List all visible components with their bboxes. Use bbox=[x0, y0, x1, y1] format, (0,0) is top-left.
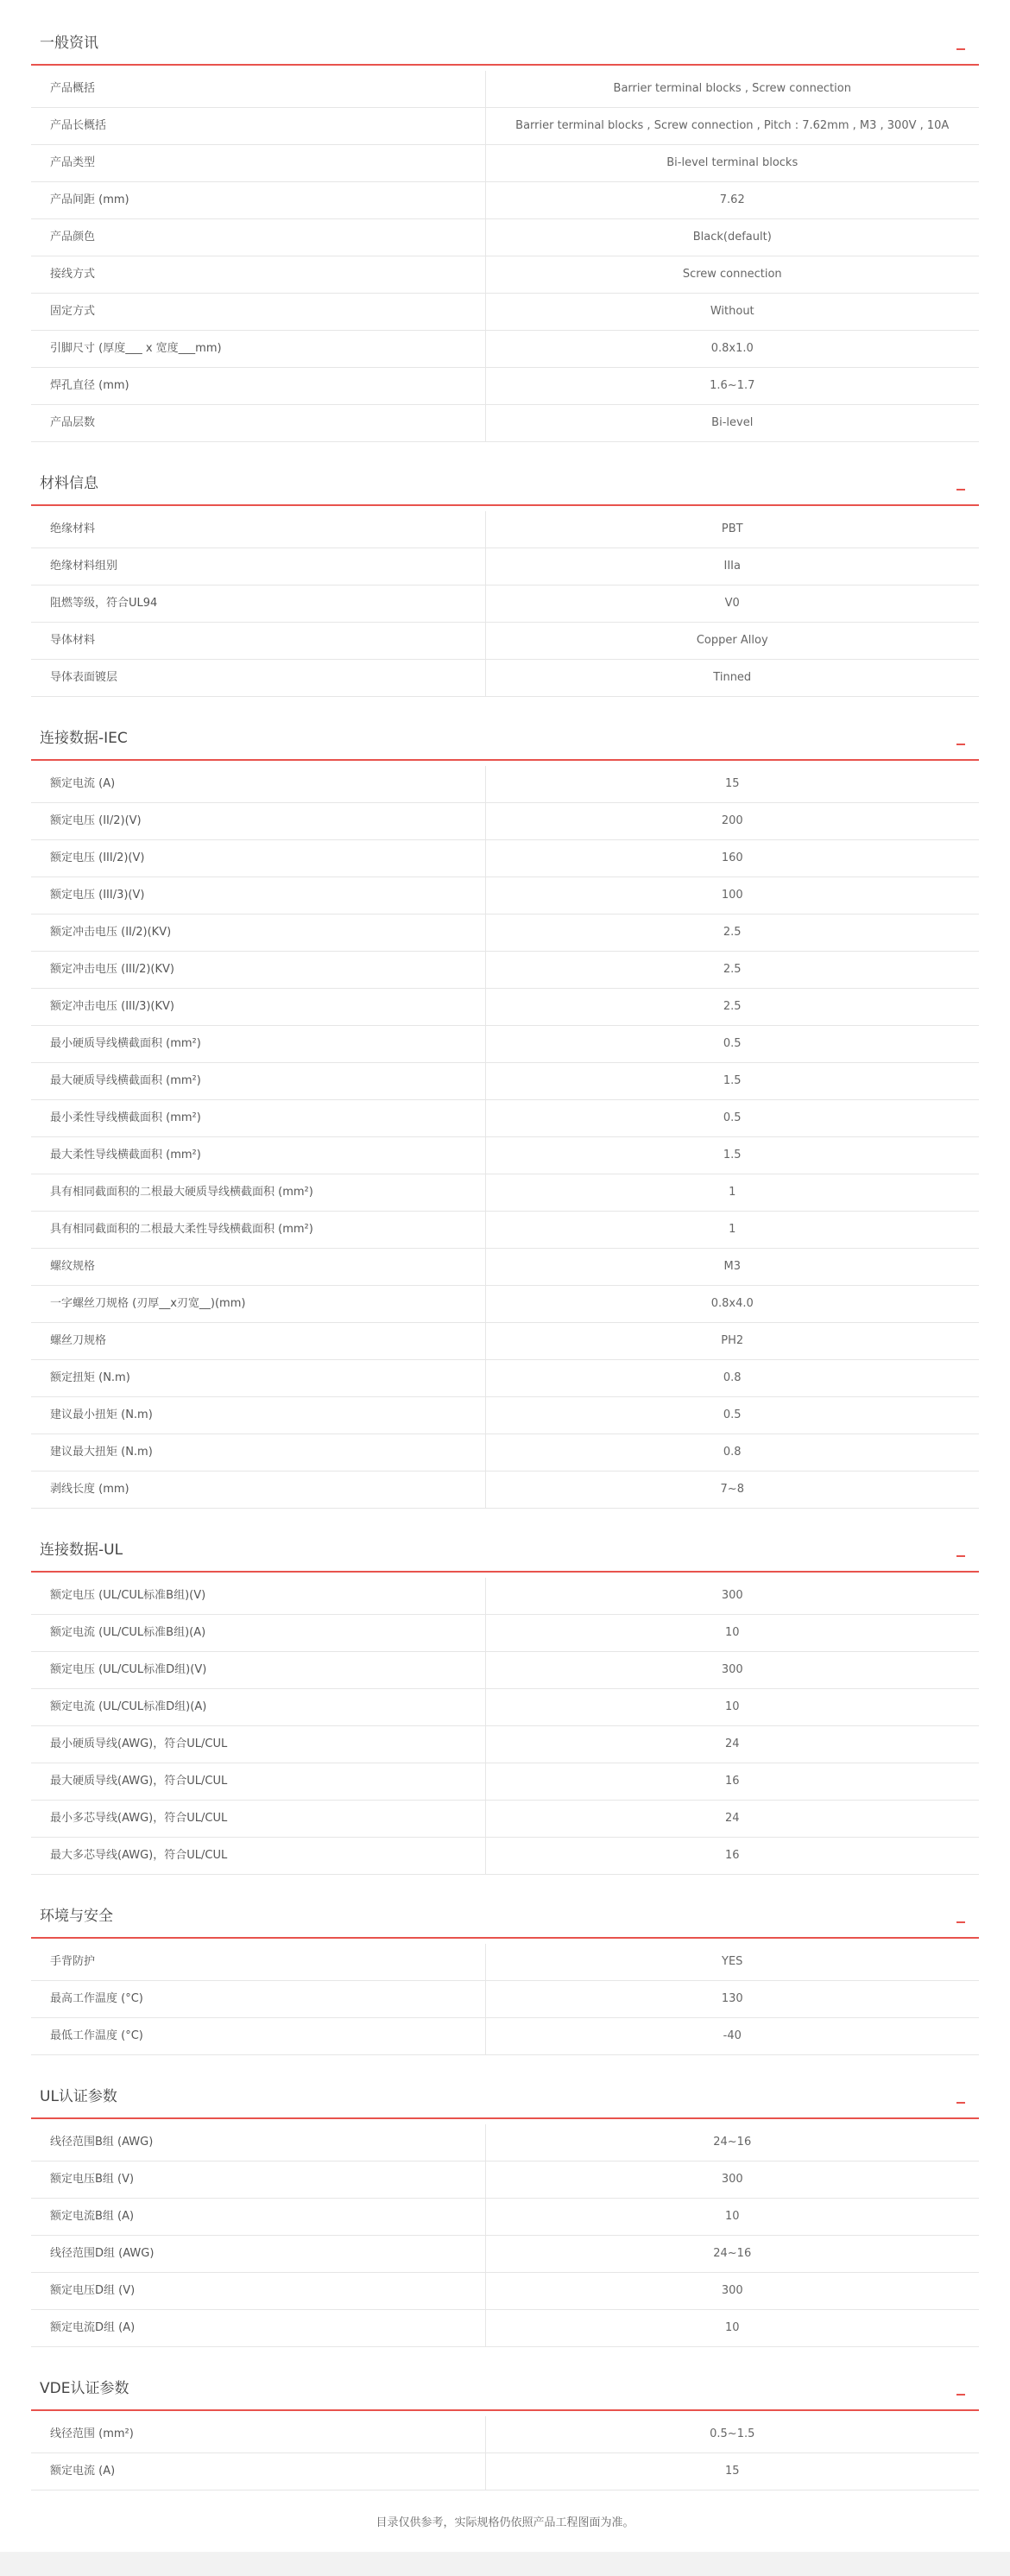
spec-value: PH2 bbox=[485, 1323, 979, 1360]
spec-row bbox=[31, 803, 979, 840]
spec-label: 额定电流 (UL/CUL标准B组)(A) bbox=[31, 1615, 485, 1652]
spec-value: 10 bbox=[485, 2310, 979, 2347]
spec-table bbox=[31, 766, 979, 1509]
spec-value: 24 bbox=[485, 1801, 979, 1838]
spec-value: 7.62 bbox=[485, 182, 979, 219]
section-header[interactable] bbox=[31, 24, 979, 66]
spec-label: 额定电压 (UL/CUL标准D组)(V) bbox=[31, 1652, 485, 1689]
spec-label: 导体表面镀层 bbox=[31, 660, 485, 697]
spec-value: 24~16 bbox=[485, 2124, 979, 2161]
spec-value: 300 bbox=[485, 1652, 979, 1689]
spec-row bbox=[31, 1472, 979, 1509]
spec-value: 200 bbox=[485, 803, 979, 840]
spec-section bbox=[31, 719, 979, 1509]
spec-row bbox=[31, 2453, 979, 2491]
spec-label: 最大多芯导线(AWG)，符合UL/CUL bbox=[31, 1838, 485, 1875]
spec-value: Without bbox=[485, 294, 979, 331]
spec-label: 具有相同截面积的二根最大柔性导线横截面积 (mm²) bbox=[31, 1212, 485, 1249]
spec-label: 导体材料 bbox=[31, 623, 485, 660]
spec-label: 额定电压B组 (V) bbox=[31, 2161, 485, 2199]
spec-label: 线径范围B组 (AWG) bbox=[31, 2124, 485, 2161]
spec-value: 0.5 bbox=[485, 1026, 979, 1063]
spec-value: 7~8 bbox=[485, 1472, 979, 1509]
spec-label: 产品间距 (mm) bbox=[31, 182, 485, 219]
spec-label: 最大硬质导线横截面积 (mm²) bbox=[31, 1063, 485, 1100]
spec-row bbox=[31, 1360, 979, 1397]
spec-value: 16 bbox=[485, 1838, 979, 1875]
spec-row bbox=[31, 1615, 979, 1652]
spec-value: 300 bbox=[485, 2161, 979, 2199]
spec-row bbox=[31, 2416, 979, 2453]
spec-row bbox=[31, 660, 979, 697]
spec-row bbox=[31, 1212, 979, 1249]
section-header[interactable] bbox=[31, 1531, 979, 1573]
spec-value: Bi-level bbox=[485, 405, 979, 442]
spec-row bbox=[31, 71, 979, 108]
spec-label: 额定电压 (UL/CUL标准B组)(V) bbox=[31, 1578, 485, 1615]
spec-row bbox=[31, 256, 979, 294]
spec-row bbox=[31, 2310, 979, 2347]
spec-table bbox=[31, 2124, 979, 2347]
spec-row bbox=[31, 915, 979, 952]
spec-label: 固定方式 bbox=[31, 294, 485, 331]
spec-row bbox=[31, 182, 979, 219]
spec-row bbox=[31, 1100, 979, 1137]
section-header[interactable] bbox=[31, 1897, 979, 1939]
spec-row bbox=[31, 1578, 979, 1615]
spec-label: 线径范围D组 (AWG) bbox=[31, 2236, 485, 2273]
spec-value: 1 bbox=[485, 1174, 979, 1212]
spec-label: 一字螺丝刀规格 (刃厚__x刃宽__)(mm) bbox=[31, 1286, 485, 1323]
spec-row bbox=[31, 511, 979, 548]
spec-value: Barrier terminal blocks , Screw connection , Pitch : 7.62mm , M3 , 300V , 10A bbox=[485, 108, 979, 145]
spec-row bbox=[31, 405, 979, 442]
spec-value: 0.5 bbox=[485, 1397, 979, 1434]
spec-label: 额定电流 (A) bbox=[31, 766, 485, 803]
spec-label: 额定电流D组 (A) bbox=[31, 2310, 485, 2347]
spec-row bbox=[31, 1689, 979, 1726]
spec-value: 0.8 bbox=[485, 1434, 979, 1472]
spec-label: 最小柔性导线横截面积 (mm²) bbox=[31, 1100, 485, 1137]
section-title: 环境与安全 bbox=[40, 1908, 113, 1925]
spec-row bbox=[31, 368, 979, 405]
spec-row bbox=[31, 1801, 979, 1838]
spec-row bbox=[31, 1174, 979, 1212]
spec-value: 1 bbox=[485, 1212, 979, 1249]
spec-row bbox=[31, 989, 979, 1026]
spec-label: 螺丝刀规格 bbox=[31, 1323, 485, 1360]
spec-value: 130 bbox=[485, 1981, 979, 2018]
spec-section bbox=[31, 2078, 979, 2347]
spec-section bbox=[31, 24, 979, 442]
spec-value: 2.5 bbox=[485, 989, 979, 1026]
spec-row bbox=[31, 1838, 979, 1875]
spec-label: 最高工作温度 (°C) bbox=[31, 1981, 485, 2018]
spec-label: 阻燃等级，符合UL94 bbox=[31, 585, 485, 623]
spec-value: 10 bbox=[485, 1615, 979, 1652]
spec-value: 300 bbox=[485, 2273, 979, 2310]
spec-label: 最低工作温度 (°C) bbox=[31, 2018, 485, 2055]
spec-value: Barrier terminal blocks , Screw connection bbox=[485, 71, 979, 108]
spec-row bbox=[31, 1434, 979, 1472]
spec-row bbox=[31, 1397, 979, 1434]
spec-label: 产品颜色 bbox=[31, 219, 485, 256]
spec-row bbox=[31, 2018, 979, 2055]
spec-value: 15 bbox=[485, 2453, 979, 2491]
collapse-minus-icon[interactable] bbox=[955, 1911, 967, 1923]
spec-label: 额定电压D组 (V) bbox=[31, 2273, 485, 2310]
spec-row bbox=[31, 1726, 979, 1763]
spec-label: 最小多芯导线(AWG)，符合UL/CUL bbox=[31, 1801, 485, 1838]
spec-value: 160 bbox=[485, 840, 979, 877]
spec-section bbox=[31, 1897, 979, 2055]
spec-row bbox=[31, 1137, 979, 1174]
spec-row bbox=[31, 2236, 979, 2273]
section-title: VDE认证参数 bbox=[40, 2380, 129, 2397]
spec-value: Copper Alloy bbox=[485, 623, 979, 660]
spec-label: 额定冲击电压 (III/3)(KV) bbox=[31, 989, 485, 1026]
collapse-minus-icon[interactable] bbox=[955, 2383, 967, 2396]
spec-table bbox=[31, 1578, 979, 1875]
spec-row bbox=[31, 1063, 979, 1100]
spec-label: 剥线长度 (mm) bbox=[31, 1472, 485, 1509]
spec-section bbox=[31, 465, 979, 697]
section-header[interactable] bbox=[31, 2078, 979, 2119]
spec-label: 额定电流 (UL/CUL标准D组)(A) bbox=[31, 1689, 485, 1726]
section-title: 材料信息 bbox=[40, 475, 98, 492]
spec-label: 产品长概括 bbox=[31, 108, 485, 145]
spec-label: 螺纹规格 bbox=[31, 1249, 485, 1286]
spec-label: 最大柔性导线横截面积 (mm²) bbox=[31, 1137, 485, 1174]
spec-row bbox=[31, 1652, 979, 1689]
spec-label: 最小硬质导线(AWG)，符合UL/CUL bbox=[31, 1726, 485, 1763]
spec-value: 1.5 bbox=[485, 1063, 979, 1100]
section-title: UL认证参数 bbox=[40, 2088, 117, 2105]
spec-value: 10 bbox=[485, 2199, 979, 2236]
section-title: 一般资讯 bbox=[40, 35, 98, 52]
spec-table bbox=[31, 2416, 979, 2491]
spec-value: 0.8x1.0 bbox=[485, 331, 979, 368]
spec-row bbox=[31, 219, 979, 256]
spec-value: YES bbox=[485, 1944, 979, 1981]
spec-value: 1.6~1.7 bbox=[485, 368, 979, 405]
spec-label: 额定冲击电压 (III/2)(KV) bbox=[31, 952, 485, 989]
spec-row bbox=[31, 1944, 979, 1981]
spec-label: 建议最小扭矩 (N.m) bbox=[31, 1397, 485, 1434]
spec-value: Bi-level terminal blocks bbox=[485, 145, 979, 182]
spec-row bbox=[31, 2161, 979, 2199]
spec-value: IIIa bbox=[485, 548, 979, 585]
spec-label: 额定冲击电压 (II/2)(KV) bbox=[31, 915, 485, 952]
spec-value: 16 bbox=[485, 1763, 979, 1801]
spec-label: 最小硬质导线横截面积 (mm²) bbox=[31, 1026, 485, 1063]
spec-row bbox=[31, 548, 979, 585]
section-header[interactable] bbox=[31, 465, 979, 506]
spec-label: 焊孔直径 (mm) bbox=[31, 368, 485, 405]
spec-value: 300 bbox=[485, 1578, 979, 1615]
spec-label: 产品层数 bbox=[31, 405, 485, 442]
spec-row bbox=[31, 2124, 979, 2161]
spec-row bbox=[31, 877, 979, 915]
spec-value: 15 bbox=[485, 766, 979, 803]
spec-value: 24~16 bbox=[485, 2236, 979, 2273]
spec-row bbox=[31, 1981, 979, 2018]
spec-row bbox=[31, 145, 979, 182]
spec-label: 最大硬质导线(AWG)，符合UL/CUL bbox=[31, 1763, 485, 1801]
footer-note: 目录仅供参考，实际规格仍依照产品工程图面为准。 bbox=[376, 2516, 634, 2529]
spec-row bbox=[31, 1286, 979, 1323]
spec-row bbox=[31, 952, 979, 989]
spec-label: 接线方式 bbox=[31, 256, 485, 294]
collapse-minus-icon[interactable] bbox=[955, 478, 967, 491]
spec-value: 0.8x4.0 bbox=[485, 1286, 979, 1323]
footer-band bbox=[0, 2552, 1010, 2576]
section-header[interactable] bbox=[31, 719, 979, 761]
spec-label: 线径范围 (mm²) bbox=[31, 2416, 485, 2453]
spec-label: 额定电压 (III/2)(V) bbox=[31, 840, 485, 877]
spec-row bbox=[31, 585, 979, 623]
spec-page bbox=[31, 0, 979, 2491]
spec-label: 引脚尺寸 (厚度___ x 宽度___mm) bbox=[31, 331, 485, 368]
spec-label: 额定电压 (II/2)(V) bbox=[31, 803, 485, 840]
spec-row bbox=[31, 108, 979, 145]
spec-value: Tinned bbox=[485, 660, 979, 697]
spec-label: 额定电流B组 (A) bbox=[31, 2199, 485, 2236]
spec-row bbox=[31, 2199, 979, 2236]
spec-value: M3 bbox=[485, 1249, 979, 1286]
collapse-minus-icon[interactable] bbox=[955, 2092, 967, 2104]
spec-row bbox=[31, 840, 979, 877]
spec-label: 额定扭矩 (N.m) bbox=[31, 1360, 485, 1397]
spec-label: 绝缘材料组别 bbox=[31, 548, 485, 585]
section-title: 连接数据-UL bbox=[40, 1541, 123, 1559]
spec-row bbox=[31, 1323, 979, 1360]
spec-label: 产品类型 bbox=[31, 145, 485, 182]
spec-row bbox=[31, 2273, 979, 2310]
spec-section bbox=[31, 2370, 979, 2491]
spec-label: 额定电流 (A) bbox=[31, 2453, 485, 2491]
spec-value: 0.5~1.5 bbox=[485, 2416, 979, 2453]
spec-label: 手背防护 bbox=[31, 1944, 485, 1981]
spec-row bbox=[31, 294, 979, 331]
spec-label: 额定电压 (III/3)(V) bbox=[31, 877, 485, 915]
spec-value: V0 bbox=[485, 585, 979, 623]
spec-value: Black(default) bbox=[485, 219, 979, 256]
spec-value: 24 bbox=[485, 1726, 979, 1763]
spec-table bbox=[31, 511, 979, 697]
collapse-minus-icon[interactable] bbox=[955, 733, 967, 745]
spec-value: 100 bbox=[485, 877, 979, 915]
spec-row bbox=[31, 1763, 979, 1801]
spec-value: 2.5 bbox=[485, 952, 979, 989]
spec-row bbox=[31, 1249, 979, 1286]
spec-value: PBT bbox=[485, 511, 979, 548]
spec-row bbox=[31, 766, 979, 803]
spec-value: 1.5 bbox=[485, 1137, 979, 1174]
spec-value: Screw connection bbox=[485, 256, 979, 294]
spec-row bbox=[31, 1026, 979, 1063]
spec-label: 产品概括 bbox=[31, 71, 485, 108]
spec-value: 0.5 bbox=[485, 1100, 979, 1137]
spec-label: 建议最大扭矩 (N.m) bbox=[31, 1434, 485, 1472]
collapse-minus-icon[interactable] bbox=[955, 1545, 967, 1557]
collapse-minus-icon[interactable] bbox=[955, 38, 967, 50]
spec-table bbox=[31, 1944, 979, 2055]
spec-value: 10 bbox=[485, 1689, 979, 1726]
spec-value: 2.5 bbox=[485, 915, 979, 952]
spec-value: -40 bbox=[485, 2018, 979, 2055]
spec-label: 具有相同截面积的二根最大硬质导线横截面积 (mm²) bbox=[31, 1174, 485, 1212]
spec-value: 0.8 bbox=[485, 1360, 979, 1397]
spec-label: 绝缘材料 bbox=[31, 511, 485, 548]
section-title: 连接数据-IEC bbox=[40, 730, 128, 747]
spec-row bbox=[31, 331, 979, 368]
spec-row bbox=[31, 623, 979, 660]
spec-table bbox=[31, 71, 979, 442]
spec-section bbox=[31, 1531, 979, 1875]
section-header[interactable] bbox=[31, 2370, 979, 2411]
